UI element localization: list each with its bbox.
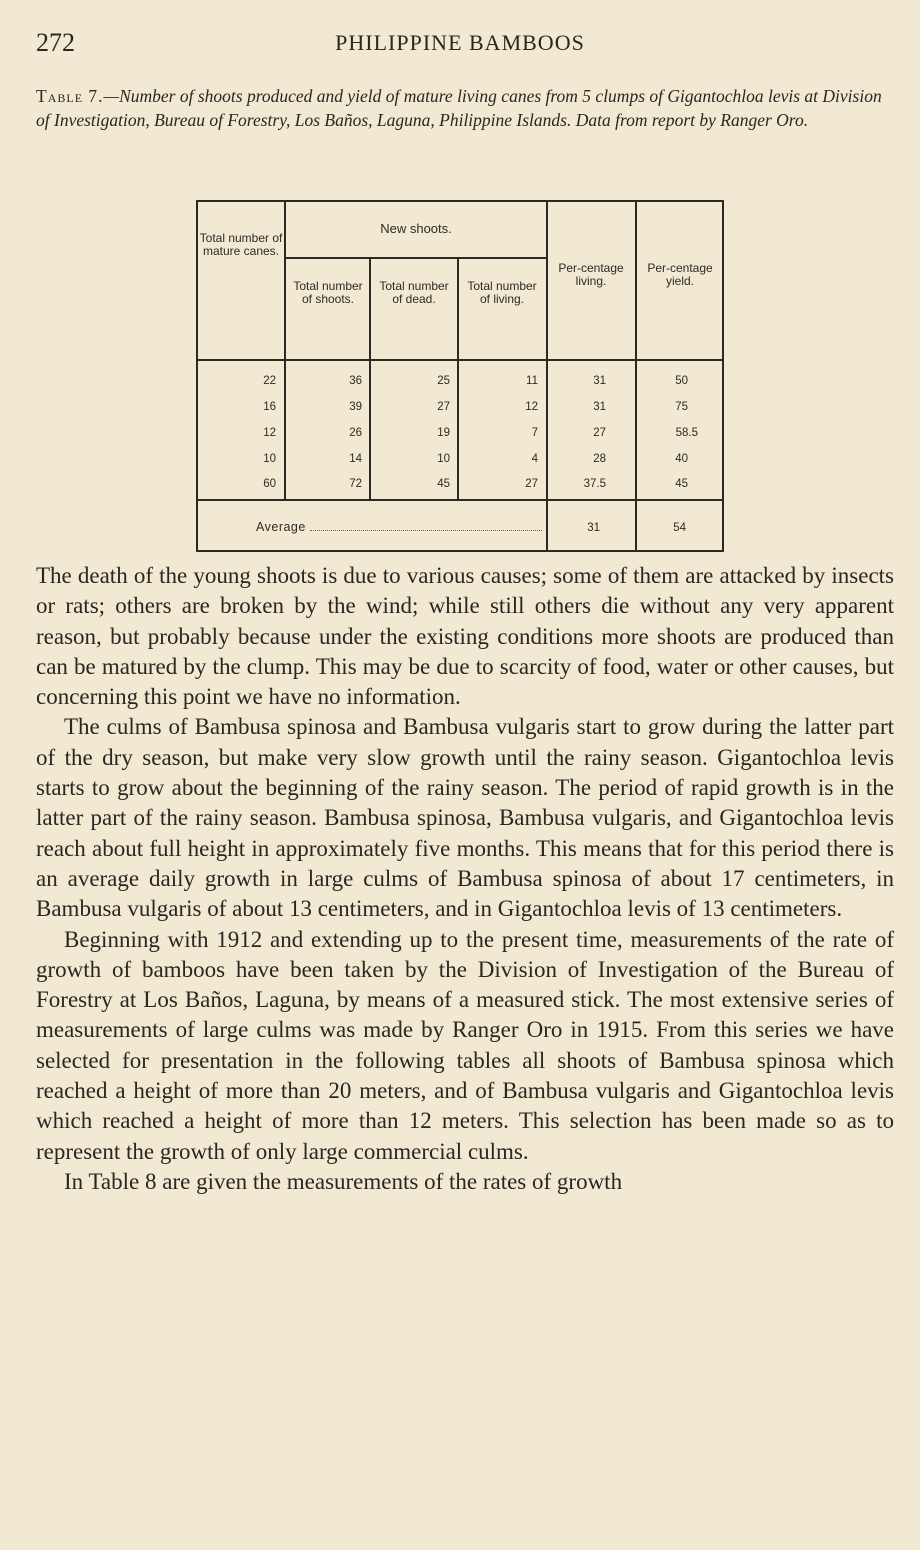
table-caption <box>36 84 891 132</box>
header-pct-yield: Per-centage yield. <box>647 261 713 288</box>
cell-dead: 45 <box>437 478 450 490</box>
average-rule <box>196 499 724 501</box>
paragraph: Beginning with 1912 and extending up to the present time, measurements of the rate of growth of bamboos have been taken by the Division of Investigation of the Bureau of Forestry at Los Baños, Laguna, by means of a measured stick. The most extensive series of measurements of large culms was made by Ranger Oro in 1915. From this series we have selected for presentation in the following tables all shoots of Bambusa spinosa which reached a height of more than 20 meters, and of Bambusa vulgaris and Gigantochloa levis which reached a height of more than 12 meters. This selection has been made so as to represent the growth of only large commercial culms. <box>36 926 894 1164</box>
col-rule-4 <box>546 200 548 552</box>
running-head: PHILIPPINE BAMBOOS <box>335 30 585 55</box>
cell-pct-yield: 40 <box>675 453 688 465</box>
cell-shoots: 39 <box>349 401 362 413</box>
cell-living: 12 <box>525 401 538 413</box>
header-total-dead: Total number of dead. <box>379 279 449 306</box>
cell-pct-yield: 50 <box>675 375 688 387</box>
table-rule-top <box>196 200 724 202</box>
cell-living: 7 <box>531 427 538 439</box>
average-pct-yield: 54 <box>673 522 686 534</box>
cell-mature: 12 <box>263 427 276 439</box>
cell-pct-yield: 58.5 <box>675 427 698 439</box>
col-rule-3 <box>457 257 459 500</box>
paragraph: The death of the young shoots is due to various causes; some of them are attacked by insects or rats; others are broken by the wind; while still others die without any very apparent reason, but probably because under the existing conditions more shoots are produced than can be matured by the clump. This may be due to scarcity of food, water or other causes, but concerning this point we have no information. <box>36 563 894 710</box>
header-total-living: Total number of living. <box>467 279 537 306</box>
cell-pct-yield: 75 <box>675 401 688 413</box>
page-header <box>36 28 884 60</box>
header-pct-living: Per-centage living. <box>558 261 624 288</box>
cell-dead: 27 <box>437 401 450 413</box>
table-rule-bottom <box>196 550 724 552</box>
cell-shoots: 72 <box>349 478 362 490</box>
cell-mature: 22 <box>263 375 276 387</box>
col-rule-1 <box>284 200 286 500</box>
cell-pct-living: 37.5 <box>583 478 606 490</box>
cell-shoots: 36 <box>349 375 362 387</box>
leader-dots <box>310 530 542 531</box>
cell-pct-living: 28 <box>593 453 606 465</box>
cell-pct-living: 31 <box>593 375 606 387</box>
cell-shoots: 14 <box>349 453 362 465</box>
table-label: Table 7. <box>36 86 104 106</box>
caption-text: —Number of shoots produced and yield of mature living canes from 5 clumps of Gigantochloa levis at Division of Investigation, Bureau of Forestry, Los Baños, Laguna, Philippine Islands. Data from report by Ranger Oro. <box>36 86 882 130</box>
cell-shoots: 26 <box>349 427 362 439</box>
average-pct-living: 31 <box>587 522 600 534</box>
header-rule <box>196 359 724 361</box>
paragraph: In Table 8 are given the measurements of the rates of growth <box>64 1168 623 1194</box>
header-new-shoots: New shoots. <box>380 221 452 236</box>
header-total-mature: Total number of mature canes. <box>199 231 283 258</box>
cell-mature: 60 <box>263 478 276 490</box>
cell-living: 27 <box>525 478 538 490</box>
cell-living: 4 <box>531 453 538 465</box>
cell-pct-yield: 45 <box>675 478 688 490</box>
col-rule-2 <box>369 257 371 500</box>
cell-pct-living: 27 <box>593 427 606 439</box>
header-total-shoots: Total number of shoots. <box>293 279 363 306</box>
page-number: 272 <box>36 28 75 57</box>
cell-mature: 16 <box>263 401 276 413</box>
cell-dead: 25 <box>437 375 450 387</box>
table-rule-right <box>722 200 724 552</box>
cell-mature: 10 <box>263 453 276 465</box>
average-label: Average <box>256 520 306 534</box>
cell-pct-living: 31 <box>593 401 606 413</box>
cell-living: 11 <box>526 375 538 387</box>
cell-dead: 19 <box>437 427 450 439</box>
data-table <box>196 200 724 552</box>
body-text <box>36 561 894 1197</box>
col-rule-5 <box>635 200 637 552</box>
paragraph: The culms of Bambusa spinosa and Bambusa vulgaris start to grow during the latter part of the dry season, but make very slow growth until the rainy season. Gigantochloa levis starts to grow about the beginning of the rainy season. The period of rapid growth is in the latter part of the rainy season. Bambusa spinosa, Bambusa vulgaris, and Gigantochloa levis reach about full height in approximately five months. This means that for this period there is an average daily growth in large culms of Bambusa spinosa of about 17 centimeters, in Bambusa vulgaris of about 13 centimeters, and in Gigantochloa levis of 13 centimeters. <box>36 714 894 922</box>
new-shoots-rule <box>284 257 546 259</box>
cell-dead: 10 <box>437 453 450 465</box>
